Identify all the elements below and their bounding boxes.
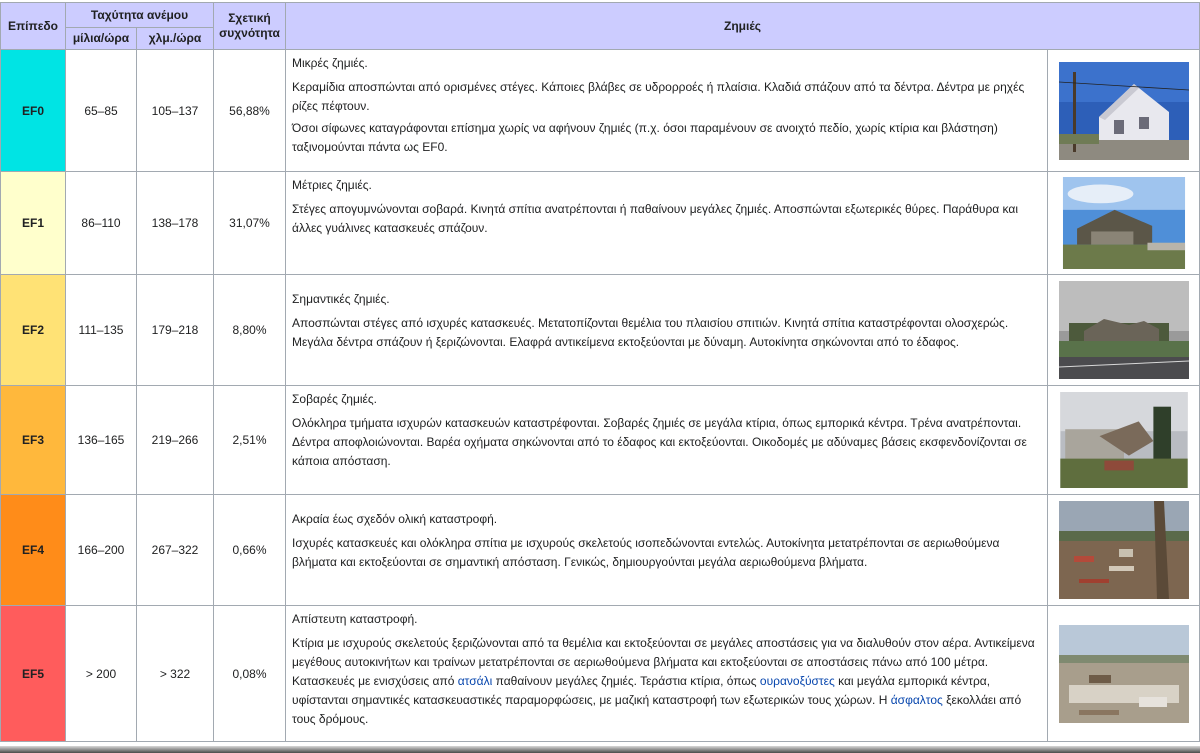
header-frequency-line1: Σχετική [228,11,271,25]
damage-summary: Σοβαρές ζημιές. [292,392,378,406]
damage-cell [286,172,1048,275]
header-mph: μίλια/ώρα [66,28,137,50]
mph-cell: 166–200 [66,495,137,606]
damage-summary: Σημαντικές ζημιές. [292,292,390,306]
damage-description: Ισχυρές κατασκευές και ολόκληρα σπίτια με ισχυρούς σκελετούς ισοπεδώνονται εντελώς. Αυτοκίνητα μετατρέπονται σε αεριωθούμενα βλήματα και εκτοξεύονται σε σημαντική απόσταση. Γενικώς, δημιουργούνται μεγάλα αεριωθούμενα βλήματα. [292,536,1000,569]
kmh-cell: 267–322 [137,495,214,606]
steel-link[interactable]: ατσάλι [457,674,493,688]
damage-description: Στέγες απογυμνώνονται σοβαρά. Κινητά σπίτια ανατρέπονται ή παθαίνουν μεγάλες ζημιές. Αποσπώνται εξωτερικές θύρες. Παράθυρα και άλλες γυάλινες κατασκευές σπάζουν. [292,202,1019,235]
header-frequency-line2: συχνότητα [219,26,280,40]
damage-summary: Απίστευτη καταστροφή. [292,612,418,626]
photo-cell [1048,495,1200,606]
damage-summary: Μέτριες ζημιές. [292,178,372,192]
header-damage: Ζημιές [286,3,1200,50]
level-cell: EF1 [1,172,66,275]
photo-cell [1048,606,1200,742]
damage-summary: Ακραία έως σχεδόν ολική καταστροφή. [292,512,498,526]
damage-description: Αποσπώνται στέγες από ισχυρές κατασκευές. Μετατοπίζονται θεμέλια του πλαισίου σπιτιών. Κινητά σπίτια καταστρέφονται ολοσχερώς. Μεγάλα δέντρα σπάζουν ή ξεριζώνονται. Ελαφρά αντικείμενα εκτοξεύονται με δύναμη. Αυτοκίνητα σηκώνονται από το έδαφος. [292,316,1009,349]
header-kmh: χλμ./ώρα [137,28,214,50]
damage-cell [286,50,1048,172]
kmh-cell: 219–266 [137,386,214,495]
header-wind-speed: Ταχύτητα ανέμου [66,3,214,28]
damage-cell [286,386,1048,495]
ef2-damage-photo[interactable] [1059,280,1189,380]
level-cell: EF4 [1,495,66,606]
damage-cell [286,606,1048,742]
level-cell: EF3 [1,386,66,495]
mph-cell: 136–165 [66,386,137,495]
ef0-damage-photo[interactable] [1059,62,1189,160]
frequency-cell: 2,51% [214,386,286,495]
damage-description-part3: και μεγάλα εμπορικά κέντρα, υφίστανται σημαντικές κατασκευαστικές παραμορφώσεις, με μαζική καταστροφή των εξωτερικών τους χώρων. Η [292,674,991,707]
level-cell: EF2 [1,275,66,386]
damage-description: Κεραμίδια αποσπώνται από ορισμένες στέγες. Κάποιες βλάβες σε υδρορροές ή πλαίσια. Κλαδιά σπάζουν από τα δέντρα. Δέντρα με ρηχές ρίζες πέφτουν. [292,80,1025,113]
kmh-cell: 179–218 [137,275,214,386]
damage-cell [286,495,1048,606]
photo-cell [1048,386,1200,495]
level-cell: EF0 [1,50,66,172]
table-row [1,172,1200,275]
ef-scale-table [0,2,1200,742]
mph-cell: 111–135 [66,275,137,386]
frequency-cell: 56,88% [214,50,286,172]
header-frequency [214,3,286,50]
damage-description-part1: Κτίρια με ισχυρούς σκελετούς ξεριζώνονται από τα θεμέλια και εκτοξεύονται σε μεγάλες αποστάσεις για να διαλυθούν στον αέρα. Αντικείμενα μεγέθους αυτοκινήτων και τραίνων μετατρέπονται σε αεριωθούμενα βλήματα και εκτοξεύονται σε αποστάσεις πάνω από 100 μέτρα. Κατασκευές με ενισχύσεις από [292,636,1035,688]
mph-cell: > 200 [66,606,137,742]
table-row [1,495,1200,606]
mph-cell: 65–85 [66,50,137,172]
photo-cell [1048,50,1200,172]
table-row [1,386,1200,495]
header-level: Επίπεδο [1,3,66,50]
damage-summary: Μικρές ζημιές. [292,56,368,70]
ef5-damage-photo[interactable] [1059,623,1189,725]
frequency-cell: 0,08% [214,606,286,742]
damage-description: Ολόκληρα τμήματα ισχυρών κατασκευών καταστρέφονται. Σοβαρές ζημιές σε μεγάλα κτίρια, όπως εμπορικά κέντρα. Τρένα ανατρέπονται. Δέντρα αποφλοιώνονται. Βαρέα οχήματα σηκώνονται από το έδαφος και εκτοξεύονται. Οικοδομές με αδύναμες βάσεις εκσφενδονίζονται σε κάποια απόσταση. [292,416,1027,468]
photo-cell [1048,172,1200,275]
table-row [1,606,1200,742]
kmh-cell: 105–137 [137,50,214,172]
damage-description-part4: ξεκολλάει από τους δρόμους. [292,693,1022,726]
frequency-cell: 8,80% [214,275,286,386]
window-bottom-edge [0,746,1200,753]
kmh-cell: 138–178 [137,172,214,275]
photo-cell [1048,275,1200,386]
frequency-cell: 0,66% [214,495,286,606]
ef1-damage-photo[interactable] [1059,177,1189,269]
damage-note: Όσοι σίφωνες καταγράφονται επίσημα χωρίς να αφήνουν ζημιές (π.χ. όσοι παραμένουν σε ανοιχτό πεδίο, χωρίς κτίρια και βλάστηση) ταξινομούνται πάντα ως EF0. [292,121,998,154]
ef4-damage-photo[interactable] [1059,501,1189,599]
damage-description-part2: παθαίνουν μεγάλες ζημιές. Τεράστια κτίρια, όπως [492,674,760,688]
damage-cell [286,275,1048,386]
level-cell: EF5 [1,606,66,742]
table-row [1,50,1200,172]
ef3-damage-photo[interactable] [1059,392,1189,488]
asphalt-link[interactable]: άσφαλτος [890,693,943,707]
frequency-cell: 31,07% [214,172,286,275]
kmh-cell: > 322 [137,606,214,742]
damage-description [292,634,1041,729]
skyscrapers-link[interactable]: ουρανοξύστες [759,674,835,688]
table-row [1,275,1200,386]
mph-cell: 86–110 [66,172,137,275]
